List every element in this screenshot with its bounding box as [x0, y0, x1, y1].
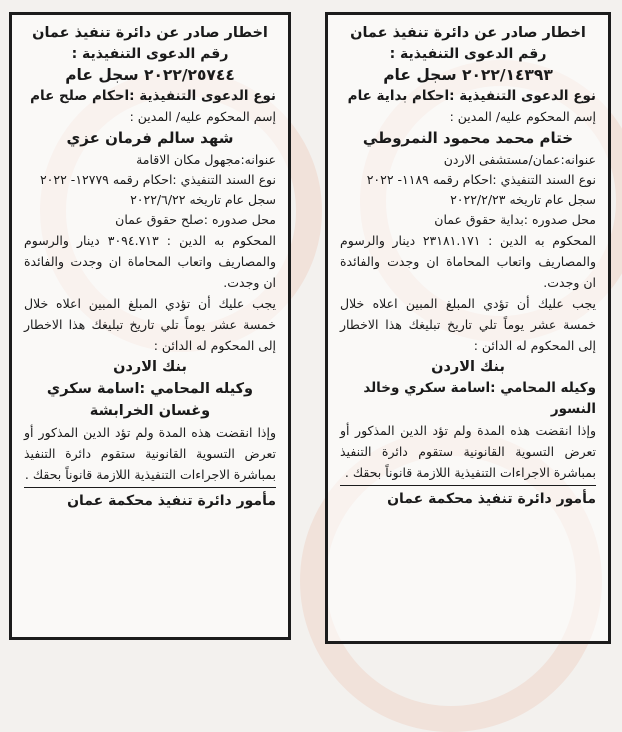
enforcement-document: نوع السند التنفيذي :احكام رقمه ١١٨٩- ٢٠٢٢ سجل عام تاريخه ٢٠٢٢/٢/٢٣	[366, 172, 596, 207]
debtor-address: عنوانه:مجهول مكان الاقامة	[136, 152, 276, 167]
creditor-lawyer: وكيله المحامي :اسامة سكري وخالد النسور	[363, 380, 596, 417]
debtor-label: إسم المحكوم عليه/ المدين :	[129, 109, 276, 124]
enforcement-warning: وإذا انقضت هذه المدة ولم تؤد الدين المذكور أو تعرض التسوية القانونية ستقوم دائرة التنفيذ بمباشرة الاجراءات التنفيذية اللازمة قانوناً بحقك .	[24, 425, 276, 482]
issued-by: محل صدوره :بداية حقوق عمان	[434, 212, 596, 227]
notice-title: اخطار صادر عن دائرة تنفيذ عمان	[350, 25, 586, 41]
signature: مأمور دائرة تنفيذ محكمة عمان	[67, 493, 276, 509]
judgment-amount: المحكوم به الدين : ٣٠٩٤.٧١٣ دينار والرسوم والمصاريف واتعاب المحاماة ان وجدت والفائدة ان وجدت.	[24, 233, 276, 290]
enforcement-warning: وإذا انقضت هذه المدة ولم تؤد الدين المذكور أو تعرض التسوية القانونية ستقوم دائرة التنفيذ بمباشرة الاجراءات التنفيذية اللازمة قانوناً بحقك .	[340, 423, 596, 480]
notice-title: اخطار صادر عن دائرة تنفيذ عمان	[32, 25, 268, 41]
debtor-address: عنوانه:عمان/مستشفى الاردن	[443, 152, 596, 167]
debtor-name: ختام محمد محمود النمروطي	[362, 129, 574, 147]
creditor-name: بنك الاردن	[113, 359, 187, 375]
notice-left	[9, 12, 291, 640]
payment-instruction: يجب عليك أن تؤدي المبلغ المبين اعلاه خلال خمسة عشر يوماً تلي تاريخ تبليغك هذا الاخطار إلى المحكوم له الدائن :	[340, 296, 596, 353]
creditor-name: بنك الاردن	[431, 359, 505, 375]
case-type: نوع الدعوى التنفيذية :احكام صلح عام	[30, 88, 276, 104]
judgment-amount: المحكوم به الدين : ٢٣١٨١.١٧١ دينار والرسوم والمصاريف واتعاب المحاماة ان وجدت والفائدة ان وجدت.	[340, 233, 596, 290]
issued-by: محل صدوره :صلح حقوق عمان	[115, 212, 276, 227]
case-number-label: رقم الدعوى التنفيذية :	[71, 46, 229, 62]
divider	[340, 485, 596, 486]
case-number: ٢٠٢٢/١٤٣٩٣ سجل عام	[383, 66, 553, 84]
case-number: ٢٠٢٢/٢٥٧٤٤ سجل عام	[65, 66, 235, 84]
creditor-lawyer: وكيله المحامي :اسامة سكري وغسان الخرابشة	[46, 381, 254, 419]
divider	[24, 487, 276, 488]
enforcement-document: نوع السند التنفيذي :احكام رقمه ١٢٧٧٩- ٢٠٢٢ سجل عام تاريخه ٢٠٢٢/٦/٢٢	[39, 172, 276, 207]
payment-instruction: يجب عليك أن تؤدي المبلغ المبين اعلاه خلال خمسة عشر يوماً تلي تاريخ تبليغك هذا الاخطار إلى المحكوم له الدائن :	[24, 296, 276, 353]
case-number-label: رقم الدعوى التنفيذية :	[389, 46, 547, 62]
notice-right	[325, 12, 611, 644]
debtor-label: إسم المحكوم عليه/ المدين :	[449, 109, 596, 124]
case-type: نوع الدعوى التنفيذية :احكام بداية عام	[347, 88, 596, 104]
signature: مأمور دائرة تنفيذ محكمة عمان	[387, 491, 596, 507]
debtor-name: شهد سالم فرمان عزي	[66, 129, 234, 147]
